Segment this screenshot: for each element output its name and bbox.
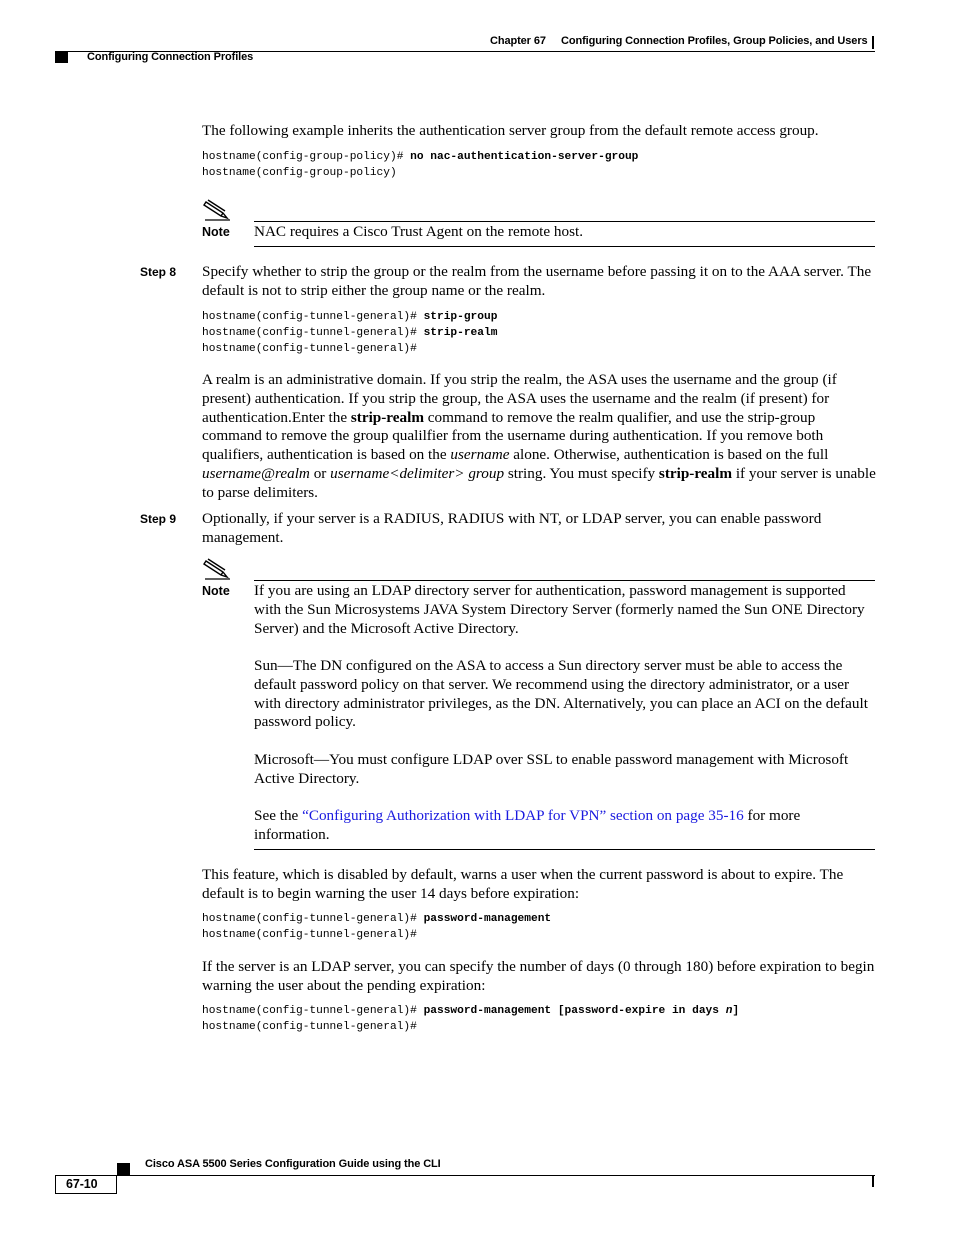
note-para: If you are using an LDAP directory server for authentication, password management is supported with the Sun Microsystems JAVA System Directory Server (formerly named the Sun ONE Directory Server) and the Microsoft Active Directory. [254,582,865,637]
realm-paragraph: A realm is an administrative domain. If you strip the realm, the ASA uses the username and the group (if present) authentication. If you strip the group, the ASA uses the username and the realm (if present) for authentication.Enter the strip-realm command to remove the realm qualifier, and use the strip-group command to remove the group qualilfier from the username during authentication. If you remove both qualifiers, authentication is based on the username alone. Otherwise, authentication is based on the full username@realm or username<delimiter> group string. You must specify strip-realm if your server is unable to parse delimiters. [202,371,876,501]
step-label: Step 8 [140,265,177,279]
header-section: Configuring Connection Profiles [87,51,254,63]
note-label: Note [202,584,230,598]
code-command: password-management [password-expire in days n] [423,1005,740,1017]
code-prompt: hostname(config-tunnel-general)# [202,311,424,323]
code-command: no nac-authentication-server-group [410,151,639,163]
footer-rule [55,1175,875,1176]
note-text: NAC requires a Cisco Trust Agent on the remote host. [254,223,584,240]
intro-text: The following example inherits the authentication server group from the default remote access group. [202,122,819,139]
note-see-also: See the “Configuring Authorization with LDAP for VPN” section on page 35-16 for more information. [254,807,801,843]
footer-tick [872,1175,874,1187]
note-top-rule [254,221,875,222]
note-label: Note [202,225,230,239]
code-command: password-management [423,913,552,925]
note-para: Microsoft—You must configure LDAP over SSL to enable password management with Microsoft Active Directory. [254,751,849,787]
note-bottom-rule [254,246,875,247]
footer-block [117,1163,130,1175]
step-text: Optionally, if your server is a RADIUS, RADIUS with NT, or LDAP server, you can enable password management. [202,510,822,546]
pencil-icon [203,199,231,221]
code-prompt: hostname(config-tunnel-general)# [202,913,424,925]
note-top-rule [254,580,875,581]
code-prompt: hostname(config-tunnel-general)# [202,326,424,339]
note-bottom-rule [254,849,875,850]
page-number: 67-10 [66,1177,98,1191]
feature-text: This feature, which is disabled by default, warns a user when the current password is about to expire. The default is to begin warning the user 14 days before expiration: [202,866,844,902]
code-prompt: hostname(config-tunnel-general)# [202,342,417,355]
code-prompt: hostname(config-tunnel-general)# [202,928,417,941]
header-chapter-title: Configuring Connection Profiles, Group Policies, and Users [561,35,868,47]
feature-code [202,912,551,944]
step-text: Specify whether to strip the group or the realm from the username before passing it on to the AAA server. The default is not to strip either the group name or the realm. [202,263,872,299]
intro-code [202,150,638,182]
code-command: strip-group [423,311,498,323]
cross-reference-link[interactable]: “Configuring Authorization with LDAP for VPN” section on page 35-16 [302,807,744,824]
code-command: strip-realm [423,326,498,339]
code-prompt: hostname(config-group-policy) [202,166,397,179]
ldap-code [202,1004,739,1036]
note-para: Sun—The DN configured on the ASA to access a Sun directory server must be able to access the default password policy on that server. We recommend using the directory administrator, or a user with directory administrator privileges, as the DN. Alternatively, you can place an ACI on the default password policy. [254,657,868,731]
code-prompt: hostname(config-tunnel-general)# [202,1020,417,1033]
code-prompt: hostname(config-group-policy)# [202,151,411,163]
step8-code [202,310,497,357]
footer-title: Cisco ASA 5500 Series Configuration Guide using the CLI [145,1158,441,1170]
header-tick [872,36,874,49]
code-prompt: hostname(config-tunnel-general)# [202,1005,424,1017]
step-label: Step 9 [140,512,177,526]
ldap-text: If the server is an LDAP server, you can specify the number of days (0 through 180) before expiration to begin warning the user about the pending expiration: [202,958,875,994]
pencil-icon [203,558,231,580]
header-block [55,51,68,63]
header-chapter: Chapter 67 [490,35,546,47]
